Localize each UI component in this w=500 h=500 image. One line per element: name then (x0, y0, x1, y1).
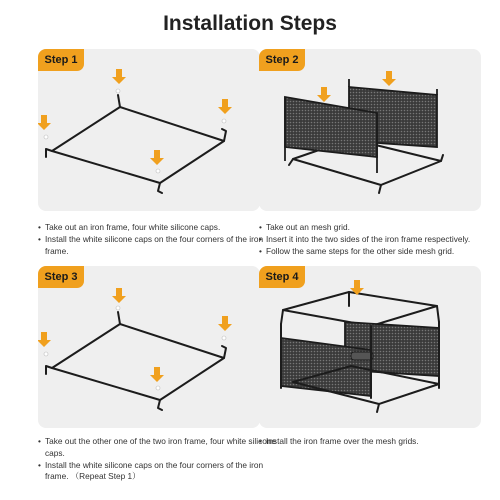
step-4-line-1: • Install the iron frame over the mesh grids. (259, 436, 499, 448)
step-2-line-3: • Follow the same steps for the other side mesh grid. (259, 246, 499, 258)
arrow-icons (38, 69, 232, 165)
step-4-description (259, 436, 499, 448)
iron-frame-illustration (38, 266, 260, 428)
step-2-description (259, 222, 499, 258)
step-3-panel (38, 266, 260, 428)
step-3-line-1: • Take out the other one of the two iron frame, four white silicone caps. (38, 436, 278, 459)
arrow-icons (38, 288, 232, 382)
step-1-panel (38, 49, 260, 211)
mesh-grid-illustration (259, 49, 481, 211)
step-2-line-2: • Insert it into the two sides of the iron frame respectively. (259, 234, 499, 246)
step-4-panel (259, 266, 481, 428)
step-2-line-1: • Take out an mesh grid. (259, 222, 499, 234)
step-3-badge: Step 3 (38, 266, 84, 288)
assembled-organizer-illustration (259, 266, 481, 428)
step-1-description (38, 222, 278, 258)
step-3-line-2: • Install the white silicone caps on the four corners of the iron frame. （Repeat Step 1） (38, 460, 278, 483)
iron-frame-illustration (38, 49, 260, 211)
page-title: Installation Steps (163, 12, 337, 35)
step-1-line-2: • Install the white silicone caps on the four corners of the iron frame. (38, 234, 278, 257)
step-2-badge: Step 2 (259, 49, 305, 71)
step-1-line-1: • Take out an iron frame, four white silicone caps. (38, 222, 278, 234)
step-4-badge: Step 4 (259, 266, 305, 288)
step-1-badge: Step 1 (38, 49, 84, 71)
step-2-panel (259, 49, 481, 211)
step-3-description (38, 436, 278, 483)
